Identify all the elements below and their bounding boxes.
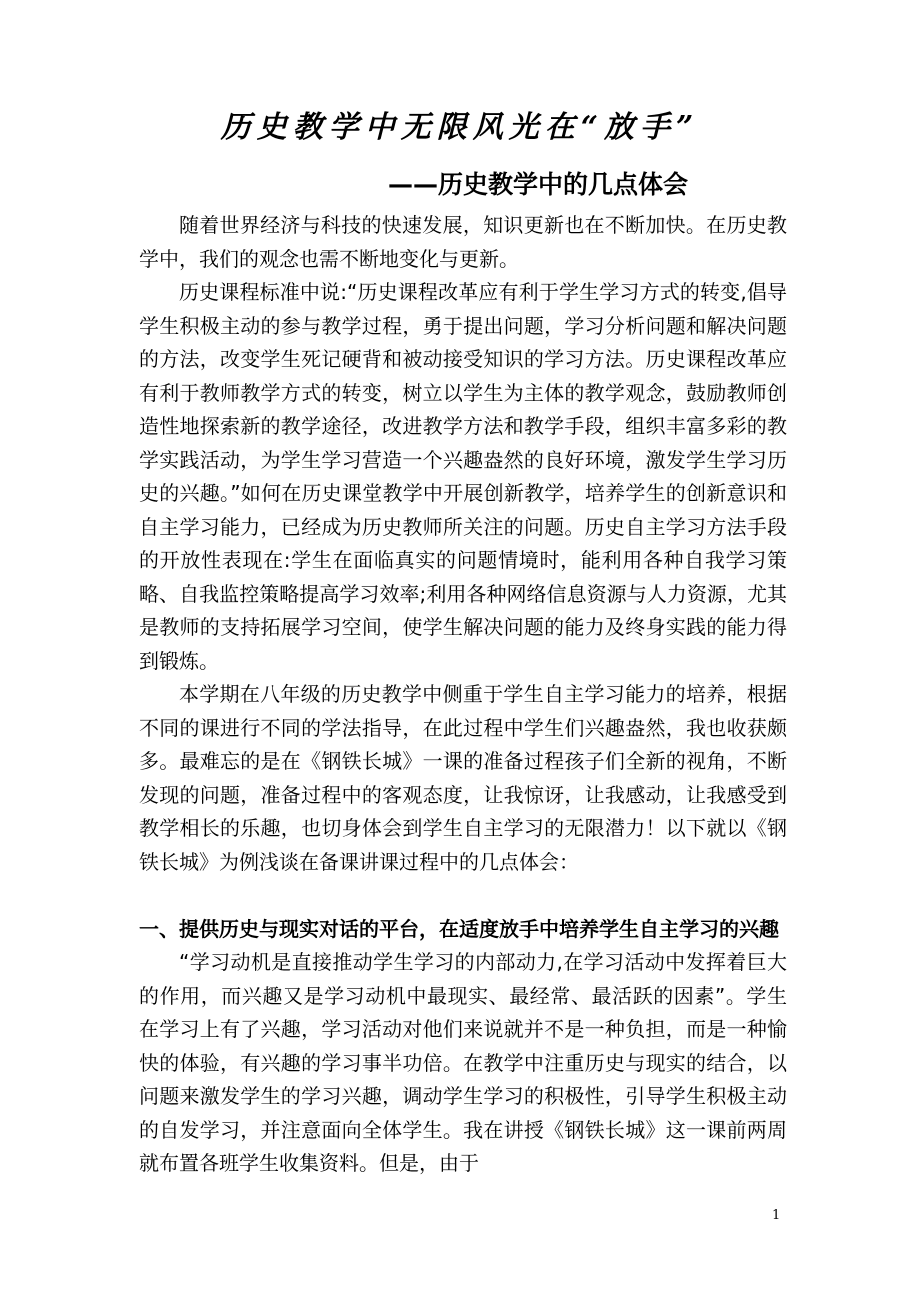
page-number: 1 bbox=[772, 1208, 781, 1223]
paragraph-learning-motivation: “学习动机是直接推动学生学习的内部动力,在学习活动中发挥着巨大的作用，而兴趣又是学习动机中最现实、最经常、最活跃的因素”。学生在学习上有了兴趣，学习活动对他们来说就并不是一种负担，而是一种愉快的体验，有兴趣的学习事半功倍。在教学中注重历史与现实的结合，以问题来激发学生的学习兴趣，调动学生学习的积极性，引导学生积极主动的自发学习，并注意面向全体学生。我在讲授《钢铁长城》这一课前两周就布置各班学生收集资料。但是，由于 bbox=[139, 950, 787, 1175]
section-heading: 一、提供历史与现实对话的平台，在适度放手中培养学生自主学习的兴趣 bbox=[139, 916, 779, 941]
document-body bbox=[139, 209, 787, 1181]
document-subtitle: ——历史教学中的几点体会 bbox=[388, 170, 689, 199]
paragraph-intro: 随着世界经济与科技的快速发展，知识更新也在不断加快。在历史教学中，我们的观念也需不断地变化与更新。 bbox=[139, 213, 787, 271]
document-title: 历史教学中无限风光在“放手” bbox=[220, 110, 700, 145]
blank-line bbox=[139, 879, 787, 913]
paragraph-semester-experience: 本学期在八年级的历史教学中侧重于学生自主学习能力的培养，根据不同的课进行不同的学法指导，在此过程中学生们兴趣盎然，我也收获颇多。最难忘的是在《钢铁长城》一课的准备过程孩子们全新的视角，不断发现的问题，准备过程中的客观态度，让我惊讶，让我感动，让我感受到教学相长的乐趣，也切身体会到学生自主学习的无限潜力！以下就以《钢铁长城》为例浅谈在备课讲课过程中的几点体会： bbox=[139, 682, 787, 874]
paragraph-curriculum-standard: 历史课程标准中说:“历史课程改革应有利于学生学习方式的转变,倡导学生积极主动的参与教学过程，勇于提出问题，学习分析问题和解决问题的方法，改变学生死记硬背和被动接受知识的学习方法。历史课程改革应有利于教师教学方式的转变，树立以学生为主体的教学观念，鼓励教师创造性地探索新的教学途径，改进教学方法和教学手段，组织丰富多彩的教学实践活动，为学生学习营造一个兴趣盎然的良好环境，激发学生学习历史的兴趣。”如何在历史课堂教学中开展创新教学，培养学生的创新意识和自主学习能力，已经成为历史教师所关注的问题。历史自主学习方法手段的开放性表现在:学生在面临真实的问题情境时，能利用各种自我学习策略、自我监控策略提高学习效率;利用各种网络信息资源与人力资源，尤其是教师的支持拓展学习空间，使学生解决问题的能力及终身实践的能力得到锻炼。 bbox=[139, 280, 787, 673]
